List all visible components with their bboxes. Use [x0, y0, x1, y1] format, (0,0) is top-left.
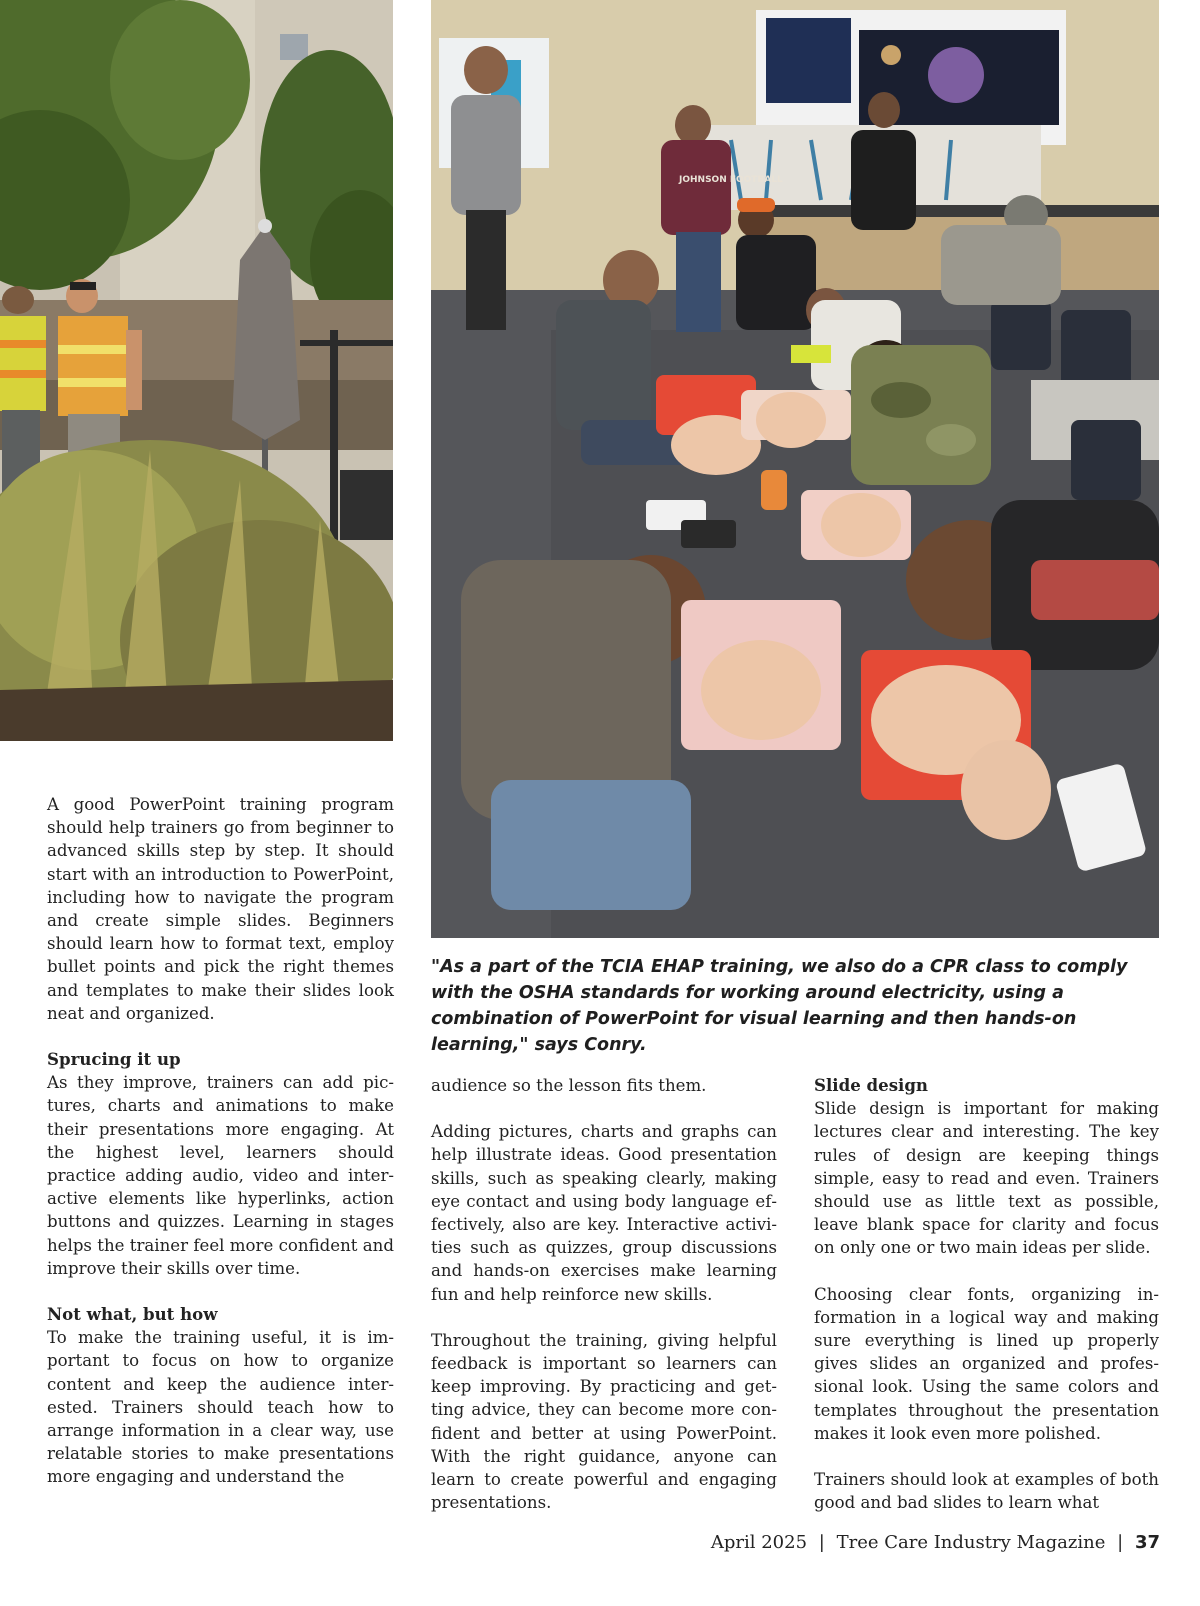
- intro-paragraph: A good PowerPoint training program should help trainers go from beginner to advanced skills step by step. It should start with an introduction to PowerPoint, including how to navigate the program and create simple slides. Beginners should learn how to format text, employ bullet points and pick the right themes and templates to make their slides look neat and organized.: [47, 795, 394, 1023]
- body-paragraph: Slide design is important for making lectures clear and interesting. The key rules of design are keeping things simple, easy to read and even. Trainers should use as little text as possible, leave blank space for clarity and focus on only one or two main ideas per slide.: [814, 1099, 1159, 1258]
- issue-date: April 2025: [710, 1532, 808, 1553]
- article-column-3: [814, 1074, 1159, 1514]
- page-footer: [711, 1532, 1160, 1553]
- publication-name: Tree Care Industry Magazine: [836, 1532, 1106, 1553]
- body-paragraph: Trainers should look at examples of both good and bad slides to learn what: [814, 1470, 1159, 1513]
- body-paragraph: To make the training useful, it is important to focus on how to organize content and keep the audience interested. Trainers should teach how to arrange information in a clear way, use relatable stories to make presentations more engaging and understand the: [47, 1328, 394, 1487]
- section-heading-not-what: Not what, but how: [47, 1304, 218, 1325]
- footer-separator: |: [818, 1532, 825, 1553]
- photo-caption: "As a part of the TCIA EHAP training, we also do a CPR class to comply with the OSHA standards for working around electricity, using a combination of PowerPoint for visual learning and then hands-on learning," says Conry.: [431, 957, 1128, 1055]
- section-heading-sprucing: Sprucing it up: [47, 1049, 181, 1070]
- section-heading-slide-design: Slide design: [814, 1075, 929, 1095]
- body-paragraph: As they improve, trainers can add pictures, charts and animations to make their presentations more engaging. At the highest level, learners should practice adding audio, video and interactive elements like hyperlinks, action buttons and quizzes. Learning in stages helps the trainer feel more confident and improve their skills over time.: [47, 1073, 394, 1278]
- page-number: 37: [1134, 1532, 1160, 1553]
- body-paragraph: audience so the lesson fits them.: [431, 1076, 707, 1095]
- body-paragraph: Choosing clear fonts, organizing information in a logical way and making sure everything is lined up properly gives slides an organized and professional look. Using the same colors and templates throughout the presentation makes it look even more polished.: [814, 1284, 1159, 1443]
- article-column-2: [431, 1074, 777, 1514]
- footer-separator: |: [1117, 1532, 1124, 1553]
- outdoor-workers-photo: [0, 0, 393, 741]
- body-paragraph: Throughout the training, giving helpful feedback is important so learners can keep improving. By practicing and getting advice, they can become more confident and better at using PowerPoint. With the right guidance, anyone can learn to create powerful and engaging presentations.: [431, 1330, 777, 1513]
- cpr-training-photo: [431, 0, 1159, 938]
- article-column-1: [47, 793, 394, 1489]
- body-paragraph: Adding pictures, charts and graphs can help illustrate ideas. Good presentation skills, such as speaking clearly, making eye contact and using body language effectively, also are key. Interactive activities such as quizzes, group discussions and hands-on exercises make learning fun and help reinforce new skills.: [431, 1122, 777, 1304]
- hoodie-text: JOHNSON FOOTBALL: [679, 175, 783, 185]
